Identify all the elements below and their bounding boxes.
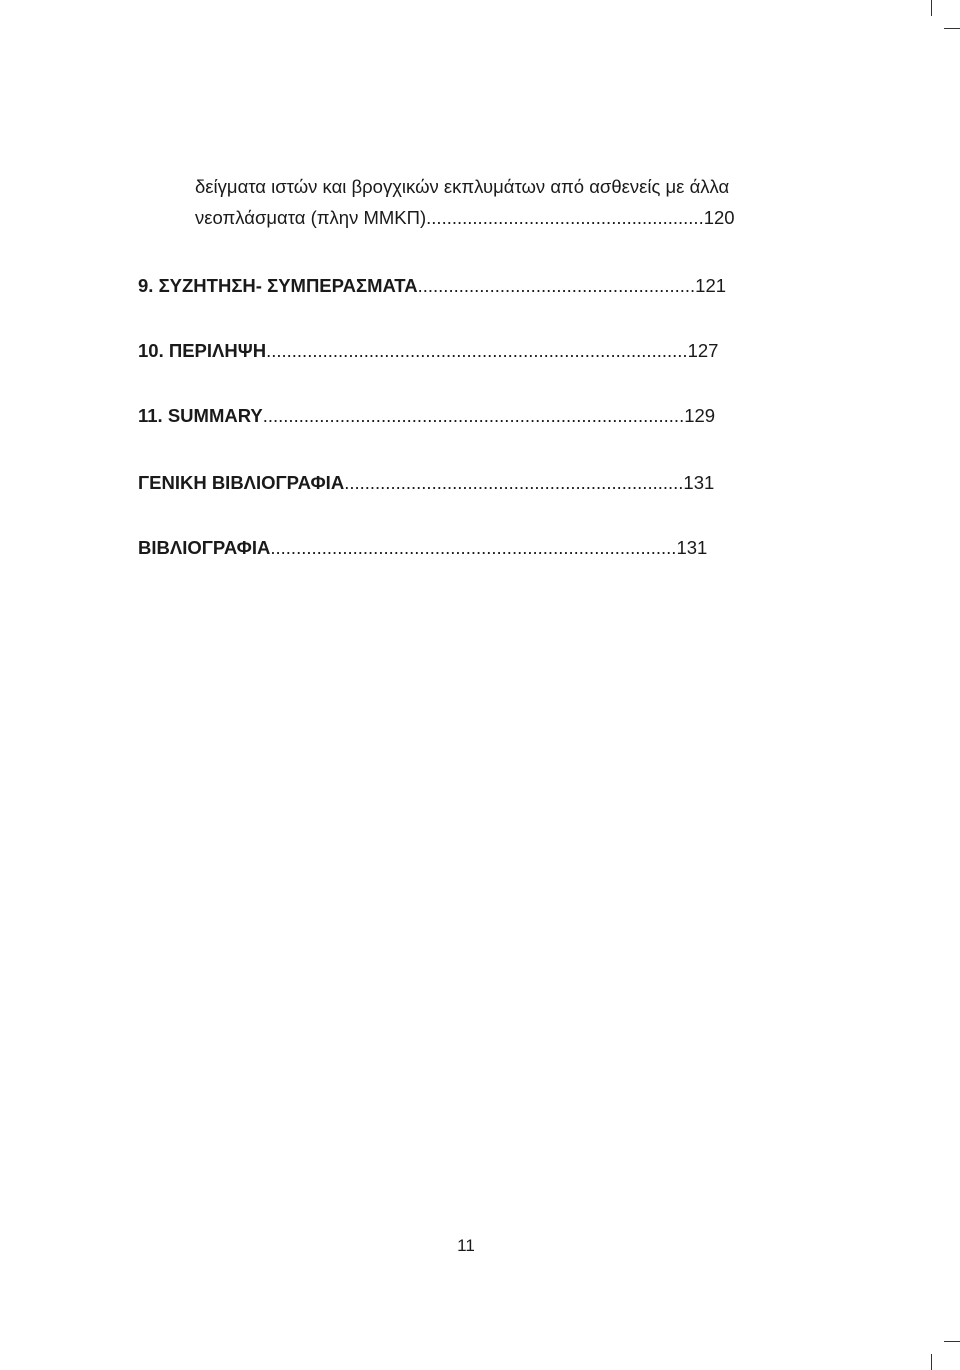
page-number: 11 bbox=[457, 1236, 475, 1255]
crop-mark-bottom-right-vertical bbox=[931, 1354, 932, 1370]
toc-entry-dots: ...................................................... bbox=[417, 275, 696, 296]
toc-entry-title: ΒΙΒΛΙΟΓΡΑΦΙΑ bbox=[138, 537, 271, 558]
toc-entry-title: 9. ΣΥΖΗΤΗΣΗ- ΣΥΜΠΕΡΑΣΜΑΤΑ bbox=[138, 275, 418, 296]
toc-entry-page: 121 bbox=[695, 275, 727, 296]
toc-entry-dots: ............................................................................... bbox=[270, 537, 677, 558]
toc-entry-page: 127 bbox=[687, 340, 719, 361]
toc-entry-title: νεοπλάσματα (πλην ΜΜΚΠ) bbox=[195, 207, 427, 228]
toc-entry-dots: .................................................................................. bbox=[266, 340, 688, 361]
toc-entry-page: 131 bbox=[683, 472, 715, 493]
toc-continuation-text: δείγματα ιστών και βρογχικών εκπλυμάτων από ασθενείς με άλλα bbox=[195, 176, 730, 197]
toc-continuation-line-2 bbox=[195, 207, 735, 229]
toc-entry-summary-en bbox=[138, 405, 715, 427]
toc-entry-dots: .................................................................. bbox=[344, 472, 684, 493]
toc-entry-title: 10. ΠΕΡΙΛΗΨΗ bbox=[138, 340, 267, 361]
toc-entry-page: 131 bbox=[676, 537, 708, 558]
toc-entry-dots: ...................................................... bbox=[426, 207, 704, 228]
crop-mark-bottom-right-horizontal bbox=[944, 1341, 960, 1342]
toc-entry-bibliography bbox=[138, 537, 707, 559]
toc-entry-general-bibliography bbox=[138, 472, 714, 494]
crop-mark-top-right-vertical bbox=[931, 0, 932, 16]
toc-entry-dots: .................................................................................. bbox=[262, 405, 685, 426]
crop-mark-top-right-horizontal bbox=[944, 28, 960, 29]
toc-continuation-line-1 bbox=[195, 176, 729, 198]
toc-entry-title: 11. SUMMARY bbox=[138, 405, 263, 426]
toc-entry-title: ΓΕΝΙΚΗ ΒΙΒΛΙΟΓΡΑΦΙΑ bbox=[138, 472, 345, 493]
toc-entry-page: 120 bbox=[703, 207, 735, 228]
toc-entry-discussion bbox=[138, 275, 726, 297]
toc-entry-summary-gr bbox=[138, 340, 718, 362]
toc-entry-page: 129 bbox=[684, 405, 716, 426]
